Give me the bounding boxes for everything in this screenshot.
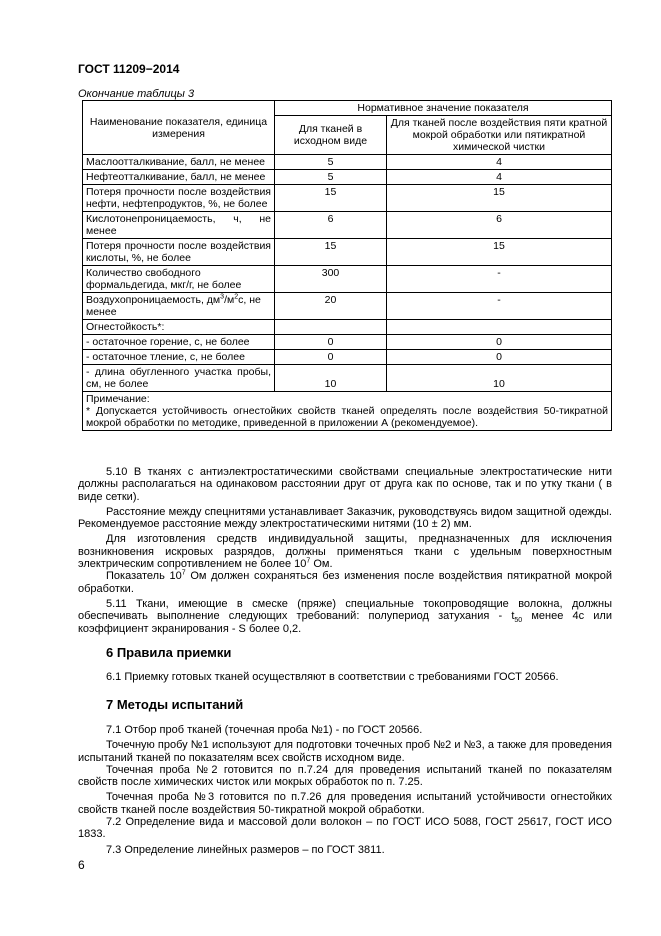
- column-group-header: Нормативное значение показателя: [275, 101, 612, 116]
- paragraph-indicator-end: Ом должен сохраняться без изменения после воздействия пятикратной мокрой обработки.: [78, 570, 612, 595]
- row-after: 6: [387, 212, 612, 239]
- section-5-text: [78, 466, 612, 635]
- row-after: [387, 320, 612, 335]
- row-after: 15: [387, 239, 612, 266]
- table-row: [83, 320, 612, 335]
- row-after: -: [387, 266, 612, 293]
- column-header-name: Наименование показателя, единица измерения: [83, 101, 275, 155]
- table-row: [83, 365, 612, 392]
- paragraph-5-11-text: 5.11 Ткани, имеющие в смеске (пряже) специальные токопроводящие волокна, должны обеспечивать выполнение следующих требований: полупериод затухания - t: [78, 597, 612, 623]
- table-row: [83, 155, 612, 170]
- paragraph-7-1: 7.1 Отбор проб тканей (точечная проба №1) - по ГОСТ 20566.: [106, 724, 423, 736]
- paragraph-indicator-text: Показатель 10: [106, 570, 182, 583]
- page-number: 6: [78, 858, 85, 872]
- row-initial: [275, 320, 387, 335]
- note-label: Примечание:: [86, 393, 150, 405]
- row-name-mid: /м: [224, 294, 235, 306]
- row-name-prefix: Воздухопроницаемость, дм: [86, 294, 221, 306]
- note-text: * Допускается устойчивость огнестойких свойств тканей определять после воздействия 50-тикратной мокрой обработки по методике, приведенной в приложении А (рекомендуемое).: [86, 405, 608, 429]
- table-row: [83, 185, 612, 212]
- subscript: 50: [514, 617, 523, 625]
- paragraph-7-1d: Точечная проба №3 готовится по п.7.26 для проведения испытаний устойчивости огнестойких свойств тканей после воздействия 50-тикратной мокрой обработки.: [78, 791, 612, 816]
- row-initial: 15: [275, 239, 387, 266]
- paragraph-indicator: [78, 570, 612, 595]
- row-after: 4: [387, 155, 612, 170]
- row-name: Нефтеотталкивание, балл, не менее: [83, 170, 275, 185]
- table-caption: Окончание таблицы 3: [78, 88, 195, 100]
- table-row: [83, 266, 612, 293]
- paragraph-ppe-text: Для изготовления средств индивидуальной защиты, предназначенных для исключения возникновения искровых разрядов, должны применяться ткани с удельным поверхностным электрическим сопротивлением не более 10: [78, 533, 612, 571]
- paragraph-7-1c: Точечная проба №2 готовится по п.7.24 для проведения испытаний тканей по показателям свойств после химических чисток или мокрых обработок по п. 7.25.: [78, 763, 612, 789]
- row-name: Огнестойкость*:: [83, 320, 275, 335]
- unit-exponent: 2: [234, 293, 239, 301]
- section-7-heading: 7 Методы испытаний: [106, 697, 244, 712]
- row-initial: 5: [275, 170, 387, 185]
- row-initial: 10: [275, 365, 387, 392]
- exponent: 7: [181, 569, 186, 577]
- exponent: 7: [306, 557, 311, 565]
- row-name: Потеря прочности после воздействия кислоты, %, не более: [83, 239, 275, 266]
- row-name: Количество свободного формальдегида, мкг/г, не более: [83, 266, 275, 293]
- row-after: 15: [387, 185, 612, 212]
- row-name: Кислотонепроницаемость, ч, не менее: [83, 212, 275, 239]
- table-row: [83, 293, 612, 320]
- row-name: [83, 293, 275, 320]
- paragraph-6-1: 6.1 Приемку готовых тканей осуществляют в соответствии с требованиями ГОСТ 20566.: [106, 671, 559, 683]
- table-note-row: [83, 392, 612, 431]
- row-name: Потеря прочности после воздействия нефти, нефтепродуктов, %, не более: [83, 185, 275, 212]
- row-initial: 5: [275, 155, 387, 170]
- row-name: - длина обугленного участка пробы, см, не более: [83, 365, 275, 392]
- row-name: Маслоотталкивание, балл, не менее: [83, 155, 275, 170]
- row-after: 0: [387, 350, 612, 365]
- paragraph-5-11: [78, 598, 612, 635]
- section-6-heading: 6 Правила приемки: [106, 645, 232, 660]
- table-row: [83, 239, 612, 266]
- document-code: ГОСТ 11209−2014: [78, 62, 180, 76]
- section-6-text: [78, 671, 612, 683]
- paragraph-ppe: [78, 533, 612, 570]
- row-name-suffix: с, не менее: [86, 294, 261, 318]
- paragraph-distance: Расстояние между спецнитями устанавливает Заказчик, руководствуясь видом защитной одежды. Рекомендуемое расстояние между электростатическими нитями (10 ± 2) мм.: [78, 505, 612, 531]
- table-row: [83, 350, 612, 365]
- paragraph-7-2: 7.2 Определение вида и массовой доли волокон – по ГОСТ ИСО 5088, ГОСТ 25617, ГОСТ ИСО 1833.: [78, 816, 612, 841]
- row-name: - остаточное тление, с, не более: [83, 350, 275, 365]
- row-after: 0: [387, 335, 612, 350]
- paragraph-5-10: 5.10 В тканях с антиэлектростатическими свойствами специальные электростатические нити должны располагаться на одинаковом расстоянии друг от друга как по основе, так и по утку ткани ( в виде сетки).: [78, 466, 612, 503]
- table-row: [83, 170, 612, 185]
- table-row: [83, 212, 612, 239]
- table-row: [83, 335, 612, 350]
- paragraph-7-1b: Точечную пробу №1 используют для подготовки точечных проб №2 и №3, а также для проведения испытаний тканей по показателям всех свойств исходном виде.: [78, 739, 612, 764]
- paragraph-ppe-end: Ом.: [310, 558, 333, 571]
- column-header-after: Для тканей после воздействия пяти кратной мокрой обработки или пятикратной химической чистки: [387, 116, 612, 155]
- table-note: [83, 392, 612, 431]
- section-7-text: [78, 724, 612, 856]
- row-initial: 0: [275, 335, 387, 350]
- paragraph-5-11-end: менее 4с или коэффициент экранирования - S более 0,2.: [78, 610, 612, 635]
- row-initial: 0: [275, 350, 387, 365]
- properties-table: [82, 100, 612, 431]
- column-header-initial: Для тканей в исходном виде: [275, 116, 387, 155]
- row-initial: 6: [275, 212, 387, 239]
- row-after: -: [387, 293, 612, 320]
- row-name: - остаточное горение, с, не более: [83, 335, 275, 350]
- unit-exponent: 3: [220, 293, 225, 301]
- row-initial: 20: [275, 293, 387, 320]
- row-after: 10: [387, 365, 612, 392]
- row-after: 4: [387, 170, 612, 185]
- row-initial: 300: [275, 266, 387, 293]
- row-initial: 15: [275, 185, 387, 212]
- table-header-row: [83, 101, 612, 116]
- paragraph-7-3: 7.3 Определение линейных размеров – по ГОСТ 3811.: [106, 843, 385, 856]
